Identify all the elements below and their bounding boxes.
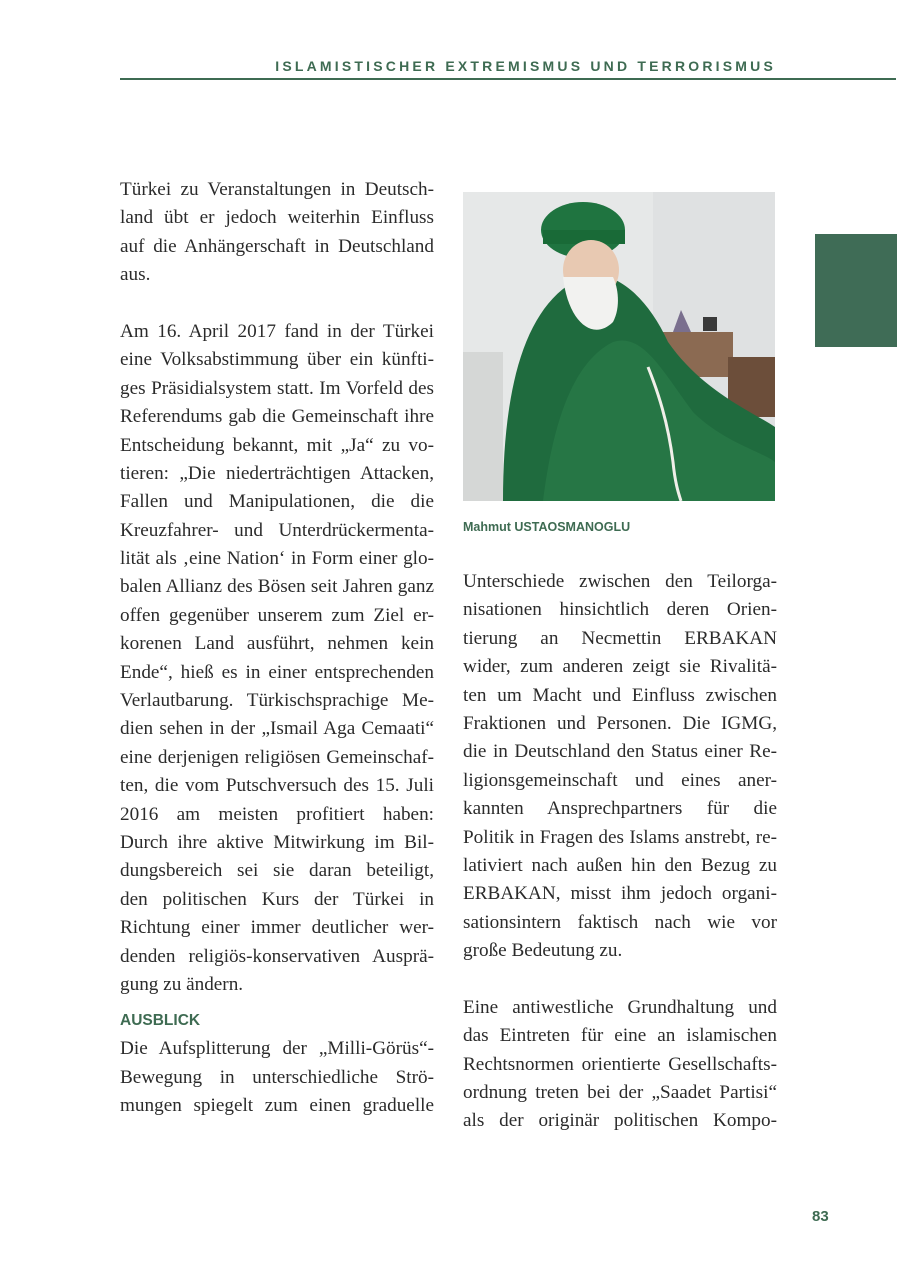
text-line: wider, zum anderen zeigt sie Rivalitä- bbox=[463, 656, 777, 678]
paragraph bbox=[120, 318, 434, 999]
text-line: ges Präsidialsystem statt. Im Vorfeld des bbox=[120, 377, 434, 399]
paragraph bbox=[120, 176, 434, 290]
text-line: denden religiös-konservativen Ausprä- bbox=[120, 945, 434, 967]
text-line: ordnung treten bei der „Saadet Partisi“ bbox=[463, 1082, 777, 1104]
text-line: nisationen hinsichtlich deren Orien- bbox=[463, 599, 777, 621]
section-heading: AUSBLICK bbox=[120, 1012, 201, 1030]
running-title: ISLAMISTISCHER EXTREMISMUS UND TERRORISMUS bbox=[275, 58, 776, 74]
text-line: eine derjenigen religiösen Gemeinschaf- bbox=[120, 746, 434, 768]
photo-caption: Mahmut USTAOSMANOGLU bbox=[463, 520, 631, 534]
portrait-photo bbox=[463, 192, 775, 501]
text-line: ligionsgemeinschaft und eines aner- bbox=[463, 769, 777, 791]
running-header bbox=[120, 58, 896, 80]
text-line: Fraktionen und Personen. Die IGMG, bbox=[463, 712, 777, 734]
text-line: Kreuzfahrer- und Unterdrückermenta- bbox=[120, 519, 434, 541]
text-line: als der originär politischen Kompo- bbox=[463, 1110, 777, 1132]
left-column bbox=[120, 176, 434, 1121]
text-line: die in Deutschland den Status einer Re- bbox=[463, 741, 777, 763]
text-line: Politik in Fragen des Islams anstrebt, re- bbox=[463, 826, 777, 848]
text-line: Richtung einer immer deutlicher wer- bbox=[120, 917, 434, 939]
text-line: auf die Anhängerschaft in Deutschland bbox=[120, 235, 434, 257]
text-line: große Bedeutung zu. bbox=[463, 940, 623, 962]
text-line: sationsintern faktisch nach wie vor bbox=[463, 911, 777, 933]
text-line: ten um Macht und Einfluss zwischen bbox=[463, 684, 777, 706]
text-line: den politischen Kurs der Türkei in bbox=[120, 888, 434, 910]
text-line: Referendums gab die Gemeinschaft ihre bbox=[120, 406, 434, 428]
text-line: das Eintreten für eine an islamischen bbox=[463, 1025, 777, 1047]
text-line: kannten Ansprechpartners für die bbox=[463, 798, 777, 820]
text-line: Unterschiede zwischen den Teilorga- bbox=[463, 571, 777, 592]
paragraph bbox=[463, 994, 777, 1136]
text-line: gung zu ändern. bbox=[120, 973, 244, 995]
text-line: Verlautbarung. Türkischsprachige Me- bbox=[120, 690, 434, 712]
text-line: korenen Land ausführt, nehmen kein bbox=[120, 633, 434, 655]
paragraph bbox=[120, 1035, 434, 1120]
text-line: ten, die vom Putschversuch des 15. Juli bbox=[120, 775, 434, 797]
text-line: offen gegenüber unserem zum Ziel er- bbox=[120, 604, 434, 626]
text-line: Durch ihre aktive Mitwirkung im Bil- bbox=[120, 831, 434, 853]
text-line: aus. bbox=[120, 264, 151, 286]
text-line: ERBAKAN, misst ihm jedoch organi- bbox=[463, 883, 777, 905]
text-line: dungsbereich sei sie daran beteiligt, bbox=[120, 860, 434, 882]
text-line: dien sehen in der „Ismail Aga Cemaati“ bbox=[120, 718, 434, 740]
text-line: eine Volksabstimmung über ein künfti- bbox=[120, 349, 434, 371]
text-line: Am 16. April 2017 fand in der Türkei bbox=[120, 320, 434, 342]
chapter-tab bbox=[815, 234, 897, 347]
text-line: lität als ‚eine Nation‘ in Form einer glo- bbox=[120, 548, 434, 570]
text-line: tierung an Necmettin ERBAKAN bbox=[463, 627, 777, 649]
text-line: Bewegung in unterschiedliche Strö- bbox=[120, 1066, 434, 1088]
text-line: Ende“, hieß es in einer entsprechenden bbox=[120, 661, 434, 683]
text-line: Eine antiwestliche Grundhaltung und bbox=[463, 996, 777, 1018]
text-line: 2016 am meisten profitiert haben: bbox=[120, 803, 434, 825]
text-line: Rechtsnormen orientierte Gesellschafts- bbox=[463, 1053, 777, 1075]
paragraph bbox=[463, 568, 777, 965]
text-line: Fallen und Manipulationen, die die bbox=[120, 491, 434, 513]
text-line: Die Aufsplitterung der „Milli-Görüs“- bbox=[120, 1038, 434, 1060]
text-line: Entscheidung bekannt, mit „Ja“ zu vo- bbox=[120, 434, 434, 456]
text-line: tieren: „Die niederträchtigen Attacken, bbox=[120, 462, 434, 484]
text-line: mungen spiegelt zum einen graduelle bbox=[120, 1095, 434, 1117]
text-line: balen Allianz des Bösen seit Jahren ganz bbox=[120, 576, 434, 598]
text-line: Türkei zu Veranstaltungen in Deutsch- bbox=[120, 179, 434, 200]
text-line: lativiert nach außen hin den Bezug zu bbox=[463, 854, 777, 876]
right-column bbox=[463, 568, 777, 1136]
page-number: 83 bbox=[812, 1208, 829, 1225]
text-line: land übt er jedoch weiterhin Einfluss bbox=[120, 207, 434, 229]
